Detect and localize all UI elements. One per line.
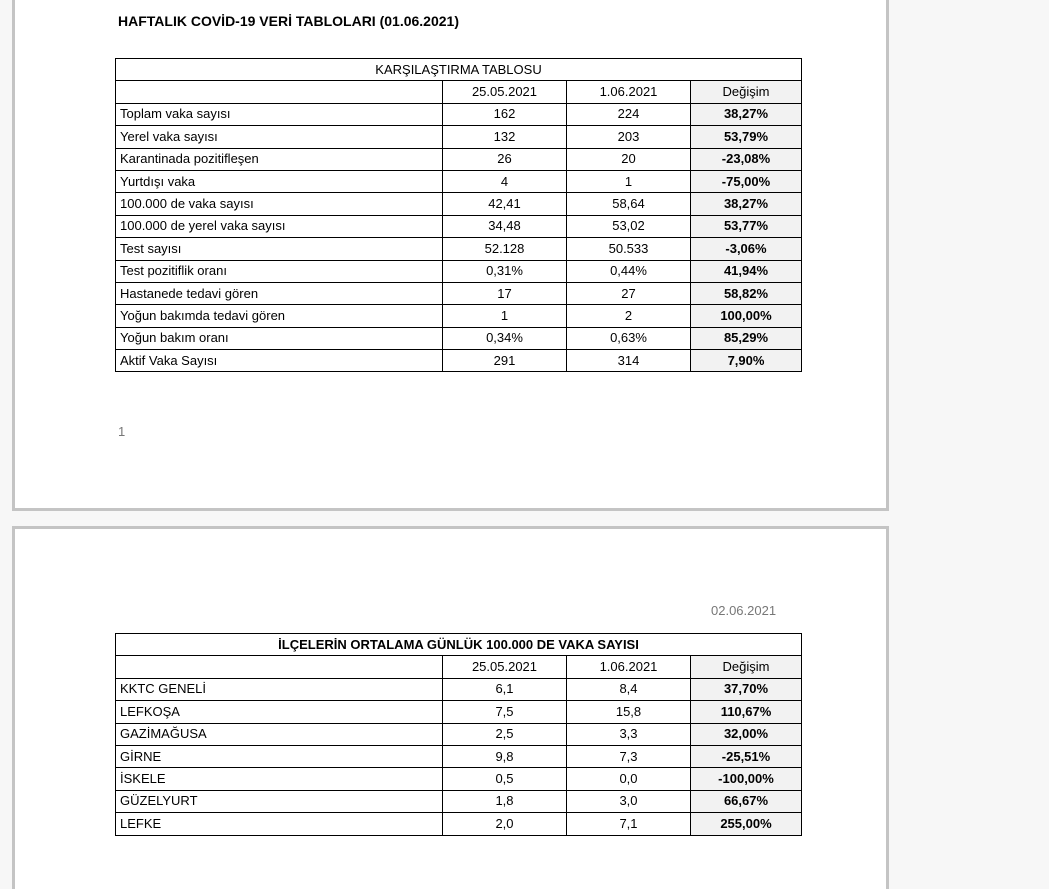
column-header: 25.05.2021 [443,656,567,678]
table-title: KARŞILAŞTIRMA TABLOSU [116,59,802,81]
table-row [116,148,802,170]
change-percent: 38,27% [691,103,802,125]
value-prev: 4 [443,170,567,192]
value-current: 15,8 [567,701,691,723]
value-prev: 1 [443,305,567,327]
table-row [116,327,802,349]
value-current: 314 [567,350,691,372]
value-prev: 42,41 [443,193,567,215]
column-header: 1.06.2021 [567,656,691,678]
value-current: 50.533 [567,238,691,260]
table-row [116,305,802,327]
value-prev: 17 [443,282,567,304]
value-prev: 2,0 [443,813,567,835]
change-percent: 100,00% [691,305,802,327]
column-header [116,656,443,678]
table-row [116,170,802,192]
value-prev: 162 [443,103,567,125]
document-title: HAFTALIK COVİD-19 VERİ TABLOLARI (01.06.2021) [118,13,459,29]
table-header-row [116,656,802,678]
document-page-1 [12,0,889,511]
value-prev: 52.128 [443,238,567,260]
value-current: 8,4 [567,678,691,700]
table-title-row [116,634,802,656]
value-prev: 6,1 [443,678,567,700]
value-prev: 7,5 [443,701,567,723]
value-current: 20 [567,148,691,170]
value-current: 7,1 [567,813,691,835]
table-title: İLÇELERİN ORTALAMA GÜNLÜK 100.000 DE VAKA SAYISI [116,634,802,656]
value-current: 224 [567,103,691,125]
value-current: 0,63% [567,327,691,349]
row-label: İSKELE [116,768,443,790]
row-label: Test sayısı [116,238,443,260]
column-header: Değişim [691,656,802,678]
value-prev: 34,48 [443,215,567,237]
value-prev: 26 [443,148,567,170]
table-row [116,701,802,723]
row-label: GÜZELYURT [116,790,443,812]
change-percent: -3,06% [691,238,802,260]
row-label: LEFKE [116,813,443,835]
value-current: 0,44% [567,260,691,282]
change-percent: 7,90% [691,350,802,372]
value-current: 3,0 [567,790,691,812]
table-title-row [116,59,802,81]
change-percent: 41,94% [691,260,802,282]
row-label: KKTC GENELİ [116,678,443,700]
table-row [116,238,802,260]
value-prev: 9,8 [443,745,567,767]
table-row [116,790,802,812]
table-row [116,193,802,215]
value-current: 53,02 [567,215,691,237]
value-current: 58,64 [567,193,691,215]
district-table [115,633,802,836]
column-header [116,81,443,103]
value-prev: 132 [443,126,567,148]
page-date: 02.06.2021 [711,603,777,618]
row-label: GİRNE [116,745,443,767]
change-percent: 58,82% [691,282,802,304]
value-current: 203 [567,126,691,148]
change-percent: 32,00% [691,723,802,745]
row-label: Yoğun bakımda tedavi gören [116,305,443,327]
change-percent: 37,70% [691,678,802,700]
row-label: 100.000 de vaka sayısı [116,193,443,215]
change-percent: 53,77% [691,215,802,237]
change-percent: 38,27% [691,193,802,215]
row-label: Yurtdışı vaka [116,170,443,192]
table-row [116,813,802,835]
row-label: Karantinada pozitifleşen [116,148,443,170]
column-header: 25.05.2021 [443,81,567,103]
row-label: Yoğun bakım oranı [116,327,443,349]
change-percent: 53,79% [691,126,802,148]
column-header: 1.06.2021 [567,81,691,103]
change-percent: 66,67% [691,790,802,812]
row-label: Yerel vaka sayısı [116,126,443,148]
value-current: 1 [567,170,691,192]
value-current: 2 [567,305,691,327]
table-row [116,678,802,700]
value-prev: 2,5 [443,723,567,745]
page-number: 1 [118,424,126,439]
row-label: 100.000 de yerel vaka sayısı [116,215,443,237]
change-percent: 110,67% [691,701,802,723]
table-header-row [116,81,802,103]
change-percent: 85,29% [691,327,802,349]
table-row [116,260,802,282]
table-row [116,745,802,767]
row-label: Test pozitiflik oranı [116,260,443,282]
table-row [116,350,802,372]
value-prev: 1,8 [443,790,567,812]
change-percent: -100,00% [691,768,802,790]
value-prev: 0,34% [443,327,567,349]
change-percent: -75,00% [691,170,802,192]
table-row [116,215,802,237]
row-label: LEFKOŞA [116,701,443,723]
row-label: GAZİMAĞUSA [116,723,443,745]
change-percent: -23,08% [691,148,802,170]
value-current: 0,0 [567,768,691,790]
change-percent: -25,51% [691,745,802,767]
table-row [116,768,802,790]
value-prev: 0,5 [443,768,567,790]
value-current: 27 [567,282,691,304]
value-prev: 291 [443,350,567,372]
row-label: Hastanede tedavi gören [116,282,443,304]
change-percent: 255,00% [691,813,802,835]
value-current: 7,3 [567,745,691,767]
value-prev: 0,31% [443,260,567,282]
value-current: 3,3 [567,723,691,745]
row-label: Aktif Vaka Sayısı [116,350,443,372]
table-row [116,126,802,148]
table-row [116,723,802,745]
column-header: Değişim [691,81,802,103]
comparison-table [115,58,802,372]
document-page-2 [12,526,889,889]
table-row [116,103,802,125]
row-label: Toplam vaka sayısı [116,103,443,125]
table-row [116,282,802,304]
